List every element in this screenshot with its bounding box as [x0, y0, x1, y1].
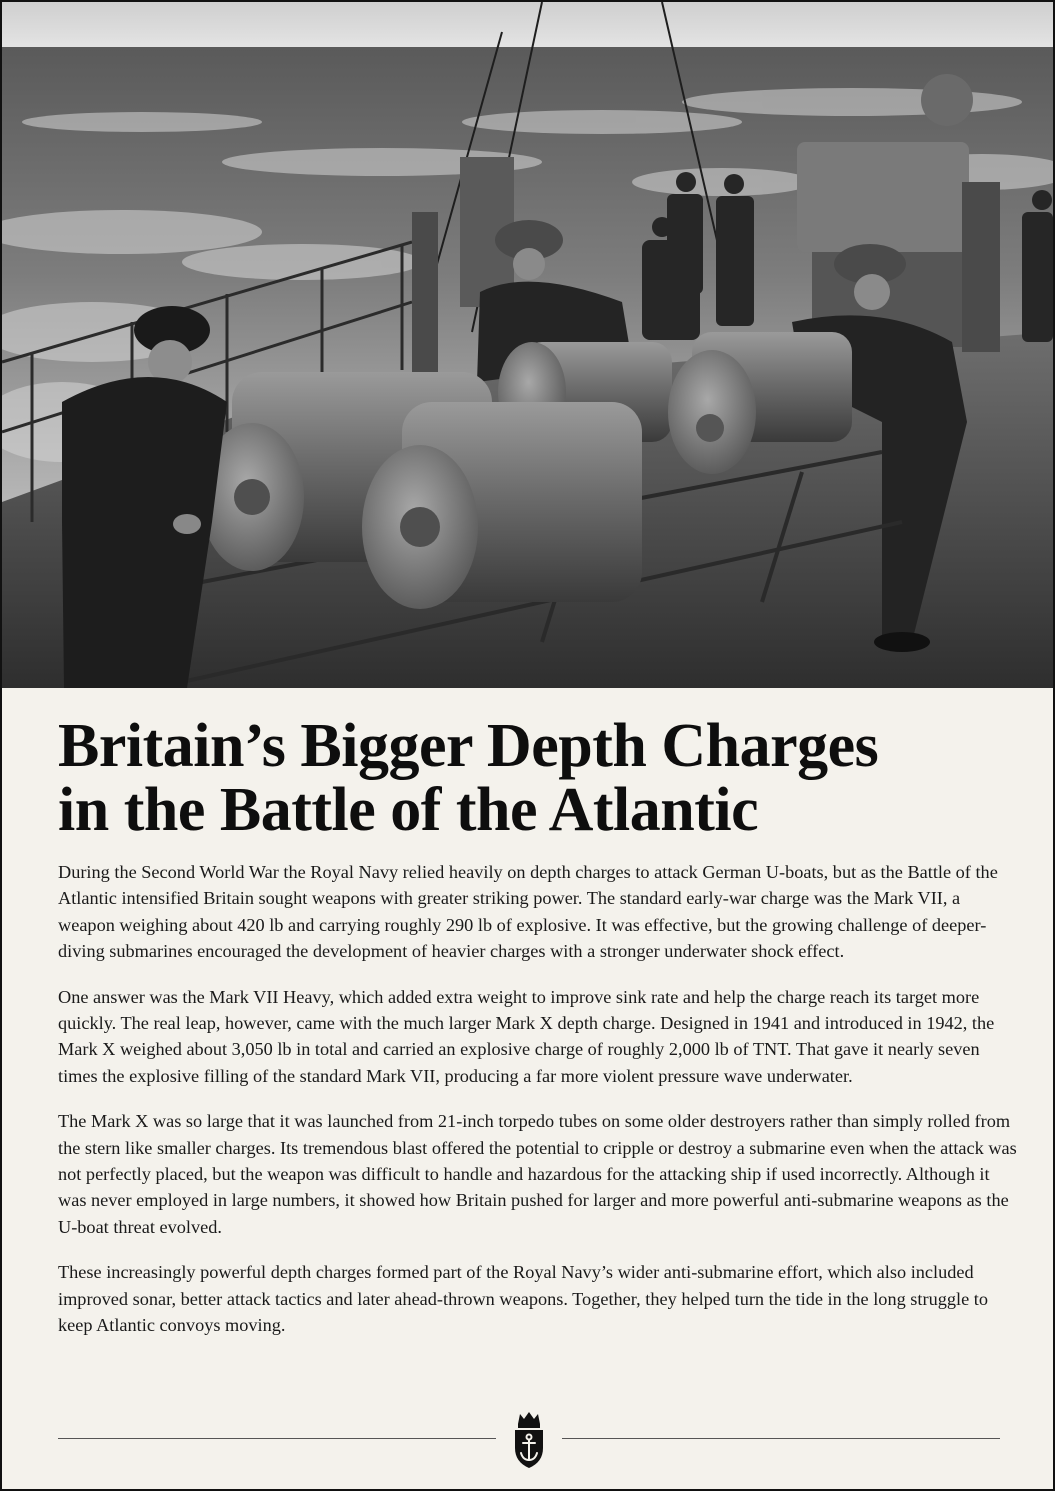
title-line-1: Britain’s Bigger Depth Charges: [58, 712, 879, 780]
paragraph: One answer was the Mark VII Heavy, which added extra weight to improve sink rate and help the charge reach its target more quickly. The real leap, however, came with the much larger Mark X depth charge. Designed in 1941 and introduced in 1942, the Mark X weighed about 3,050 lb in total and carried an explosive charge of roughly 2,000 lb of TNT. That gave it nearly seven times the explosive filling of the standard Mark VII, producing a far more violent pressure wave underwater.: [58, 986, 995, 1086]
crowned-anchor-shield-icon: [510, 1410, 548, 1470]
paragraph: The Mark X was so large that it was launched from 21-inch torpedo tubes on some older destroyers rather than simply rolled from the stern like smaller charges. Its tremendous blast offered the potential to cripple or destroy a submarine even when the attack was not perfectly placed, but the weapon was difficult to handle and hazardous for the attacking ship if used incorrectly. Although it was never employed in large numbers, it showed how Britain pushed for larger and more powerful anti-submarine weapons as the U-boat threat evolved.: [58, 1111, 1017, 1237]
page-title: [58, 714, 1018, 842]
title-line-2: in the Battle of the Atlantic: [58, 776, 759, 844]
article-body: [58, 859, 1018, 1358]
divider-left: [58, 1438, 496, 1439]
footer-ornament: [58, 1410, 1000, 1470]
paragraph: During the Second World War the Royal Navy relied heavily on depth charges to attack German U-boats, but as the Battle of the Atlantic intensified Britain sought weapons with greater striking power. The standard early-war charge was the Mark VII, a weapon weighing about 420 lb and carrying roughly 290 lb of explosive. It was effective, but the growing challenge of deeper-diving submarines encouraged the development of heavier charges with a stronger underwater shock effect.: [58, 862, 998, 962]
paragraph: These increasingly powerful depth charges formed part of the Royal Navy’s wider anti-submarine effort, which also included improved sonar, better attack tactics and later ahead-thrown weapons. Together, they helped turn the tide in the long struggle to keep Atlantic convoys moving.: [58, 1262, 988, 1336]
divider-right: [562, 1438, 1000, 1439]
depth-charge-crew-photo: [2, 2, 1053, 688]
